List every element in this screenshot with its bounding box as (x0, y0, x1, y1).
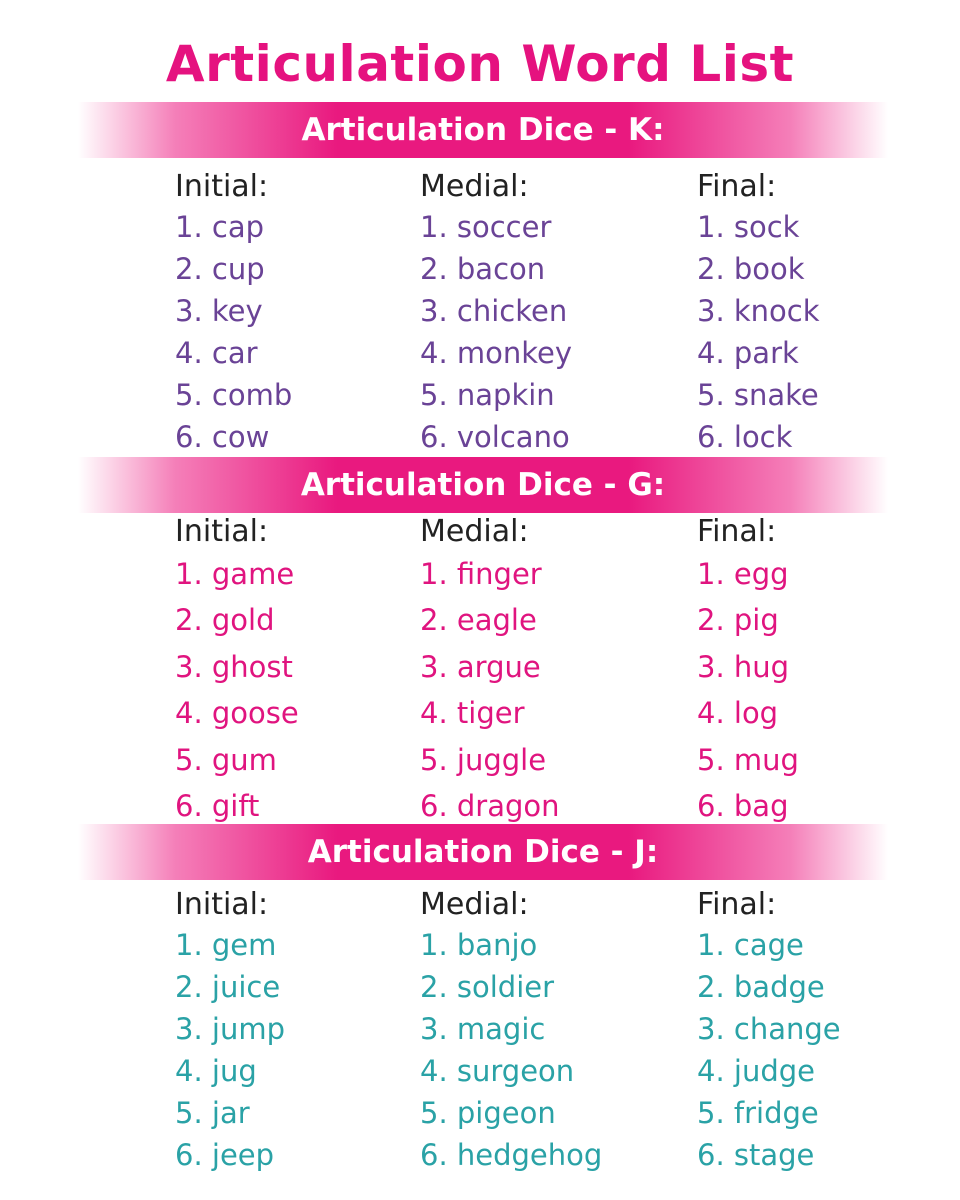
word-item: 3. argue (420, 649, 541, 684)
word-item: 5. juggle (420, 742, 547, 777)
column-header: Medial: (420, 887, 529, 922)
section-title: Articulation Dice - J: (307, 834, 659, 870)
word-item: 6. jeep (175, 1138, 275, 1172)
word-item: 3. ghost (175, 649, 293, 684)
word-item: 3. key (175, 294, 263, 328)
word-item: 1. cage (697, 928, 804, 962)
word-list (420, 206, 670, 458)
word-item: 4. park (697, 336, 799, 370)
word-item: 6. bag (697, 788, 789, 823)
word-item: 2. pig (697, 603, 779, 638)
column-header: Medial: (420, 514, 529, 549)
word-item: 6. volcano (420, 420, 570, 454)
word-item: 4. car (175, 336, 258, 370)
word-item: 1. cap (175, 210, 265, 244)
word-item: 6. dragon (420, 788, 560, 823)
column-final (697, 886, 947, 1176)
page-title: Articulation Word List (165, 35, 795, 93)
word-item: 5. snake (697, 378, 819, 412)
word-item: 4. goose (175, 696, 299, 731)
word-item: 4. jug (175, 1054, 257, 1088)
word-item: 2. bacon (420, 252, 546, 286)
section-title: Articulation Dice - K: (301, 112, 665, 148)
column-initial (175, 168, 425, 458)
word-item: 5. comb (175, 378, 293, 412)
section-banner-g (78, 457, 888, 513)
word-item: 3. knock (697, 294, 820, 328)
word-list (697, 924, 947, 1176)
column-header: Medial: (420, 169, 529, 204)
word-item: 1. finger (420, 557, 542, 591)
word-list (420, 551, 670, 829)
word-item: 6. stage (697, 1138, 815, 1172)
word-list (175, 206, 425, 458)
word-item: 5. fridge (697, 1096, 819, 1130)
column-header: Final: (697, 887, 777, 922)
column-medial (420, 513, 670, 829)
column-header: Initial: (175, 514, 269, 549)
word-item: 1. soccer (420, 210, 552, 244)
word-list (697, 551, 947, 829)
word-item: 4. log (697, 696, 779, 731)
word-item: 2. badge (697, 970, 825, 1004)
column-initial (175, 886, 425, 1176)
word-item: 6. gift (175, 788, 260, 823)
word-item: 1. sock (697, 210, 800, 244)
word-item: 3. chicken (420, 294, 568, 328)
word-item: 3. magic (420, 1012, 546, 1046)
word-item: 6. lock (697, 420, 793, 454)
word-item: 4. surgeon (420, 1054, 575, 1088)
column-header: Final: (697, 514, 777, 549)
word-item: 3. hug (697, 649, 790, 684)
word-item: 5. jar (175, 1096, 250, 1130)
word-item: 4. tiger (420, 696, 525, 731)
word-item: 2. soldier (420, 970, 555, 1004)
column-header: Final: (697, 169, 777, 204)
word-list (697, 206, 947, 458)
column-header: Initial: (175, 169, 269, 204)
word-item: 1. banjo (420, 928, 538, 962)
word-item: 2. juice (175, 970, 281, 1004)
word-item: 4. monkey (420, 336, 573, 370)
word-item: 4. judge (697, 1054, 815, 1088)
column-final (697, 168, 947, 458)
word-item: 6. cow (175, 420, 270, 454)
word-item: 2. eagle (420, 603, 537, 638)
column-initial (175, 513, 425, 829)
column-medial (420, 886, 670, 1176)
word-item: 2. gold (175, 603, 275, 638)
word-item: 5. pigeon (420, 1096, 556, 1130)
word-item: 1. gem (175, 928, 277, 962)
word-item: 2. cup (175, 252, 265, 286)
section-banner-j (78, 824, 888, 880)
word-list (175, 924, 425, 1176)
word-item: 3. change (697, 1012, 841, 1046)
column-medial (420, 168, 670, 458)
word-list (420, 924, 670, 1176)
word-item: 5. gum (175, 742, 277, 777)
column-final (697, 513, 947, 829)
word-item: 1. game (175, 557, 295, 591)
word-list (175, 551, 425, 829)
section-banner-k (78, 102, 888, 158)
column-header: Initial: (175, 887, 269, 922)
section-title: Articulation Dice - G: (300, 467, 666, 503)
word-item: 6. hedgehog (420, 1138, 603, 1172)
word-item: 5. mug (697, 742, 799, 777)
word-item: 5. napkin (420, 378, 555, 412)
word-item: 1. egg (697, 557, 789, 591)
word-item: 2. book (697, 252, 805, 286)
word-item: 3. jump (175, 1012, 285, 1046)
